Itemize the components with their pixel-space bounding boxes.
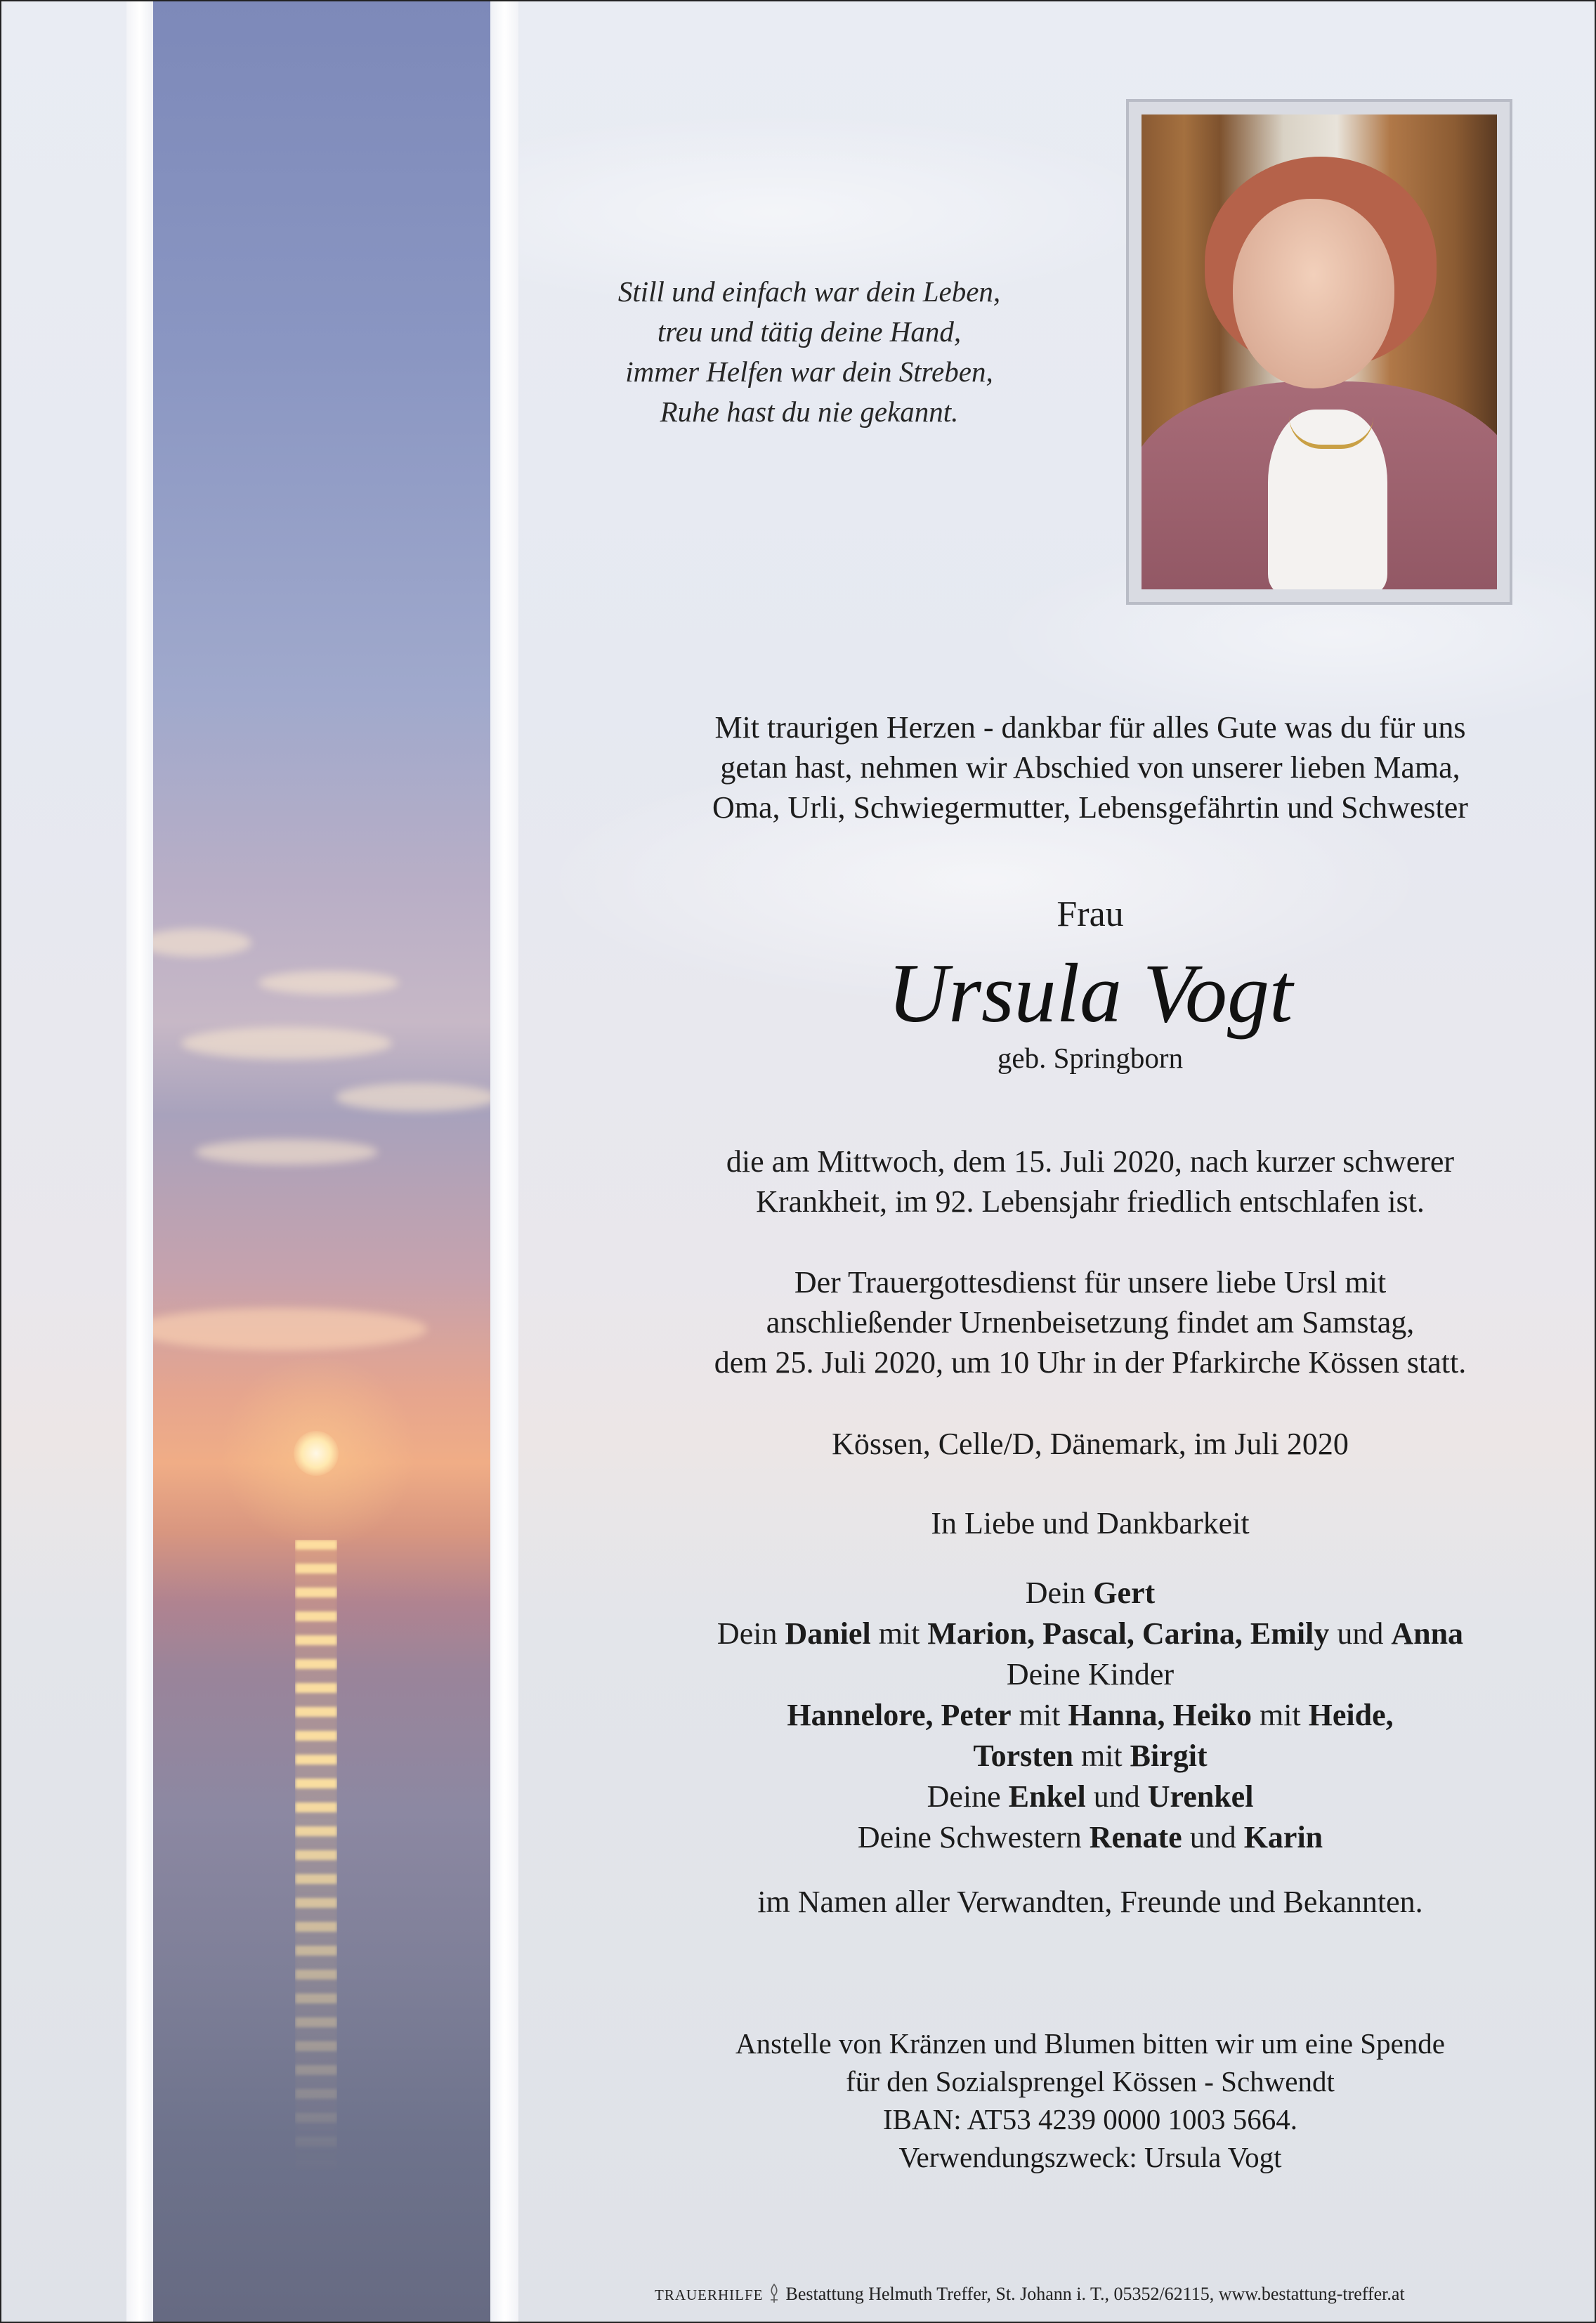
mourner-text: und [1182,1820,1244,1854]
closing-phrase: In Liebe und Dankbarkeit [931,1506,1250,1540]
mourner-line [584,1736,1596,1776]
intro-text [584,707,1596,827]
donation-line: für den Sozialsprengel Kössen - Schwendt [846,2065,1335,2098]
poem-line: Ruhe hast du nie gekannt. [660,395,959,428]
sunset-strip-image [153,1,490,2322]
mourner-name: Gert [1093,1576,1156,1610]
intro-line: Mit traurigen Herzen - dankbar für alles Gute was du für uns [714,710,1466,745]
mourner-line [584,1614,1596,1654]
mourner-text: Deine [927,1779,1009,1814]
mourner-text: Deine Schwestern [857,1820,1090,1854]
cloud [336,1083,490,1111]
mourner-text: mit [870,1616,928,1651]
donation-line: Verwendungszweck: Ursula Vogt [898,2141,1282,2173]
deceased-name: Ursula Vogt [887,946,1293,1040]
cloud [153,1308,427,1350]
mourner-line [584,1695,1596,1736]
mourner-name: Hannelore, Peter [787,1698,1012,1732]
mourner-text: mit [1011,1698,1068,1732]
on-behalf-line: im Namen aller Verwandten, Freunde und Bekannten. [757,1885,1423,1919]
mourner-name: Anna [1391,1616,1464,1651]
portrait-photo [1142,114,1497,589]
intro-line: getan hast, nehmen wir Abschied von unserer lieben Mama, [720,750,1460,785]
death-notice-line: Krankheit, im 92. Lebensjahr friedlich entschlafen ist. [756,1184,1425,1219]
poem-line: immer Helfen war dein Streben, [625,355,993,388]
footer-text: Bestattung Helmuth Treffer, St. Johann i. T., 05352/62115, www.bestattung-treffer.at [785,2284,1405,2304]
mourner-text: und [1085,1779,1148,1814]
service-notice [584,1262,1596,1382]
donation-line: IBAN: AT53 4239 0000 1003 5664. [883,2103,1297,2135]
strip-frame-right [490,1,518,2322]
mourner-text: Dein [717,1616,785,1651]
mourner-name: Heide, [1308,1698,1394,1732]
sun [294,1431,339,1476]
mourner-text: mit [1073,1739,1130,1773]
mourner-name: Birgit [1130,1739,1208,1773]
donation-line: Anstelle von Kränzen und Blumen bitten wir um eine Spende [735,2027,1445,2060]
service-line: Der Trauergottesdienst für unsere liebe Ursl mit [794,1265,1387,1300]
poem [535,272,1083,432]
cloud [259,971,399,995]
mourner-name: Karin [1243,1820,1323,1854]
mourner-name: Hanna, Heiko [1068,1698,1252,1732]
mourner-name: Enkel [1008,1779,1086,1814]
mourner-text: und [1329,1616,1392,1651]
mourner-name: Daniel [785,1616,871,1651]
mourner-text: Dein [1025,1576,1094,1610]
service-line: anschließender Urnenbeisetzung findet am Samstag, [766,1305,1415,1340]
intro-line: Oma, Urli, Schwiegermutter, Lebensgefährtin und Schwester [712,790,1468,825]
poem-line: Still und einfach war dein Leben, [617,275,1001,308]
place-date: Kössen, Celle/D, Dänemark, im Juli 2020 [832,1427,1349,1461]
cloud [195,1139,378,1165]
funeral-home-logo-icon [768,2283,780,2304]
mourner-name: Urenkel [1147,1779,1254,1814]
cloud [181,1027,392,1059]
cloud [153,929,251,957]
footer [655,2282,1526,2307]
sun-reflection [295,1540,337,2172]
mourner-name: Marion, Pascal, Carina, Emily [927,1616,1330,1651]
service-line: dem 25. Juli 2020, um 10 Uhr in der Pfarkirche Kössen statt. [714,1345,1467,1380]
death-notice-line: die am Mittwoch, dem 15. Juli 2020, nach kurzer schwerer [726,1144,1455,1179]
death-notice [584,1141,1596,1222]
mourner-name: Torsten [973,1739,1073,1773]
strip-frame-left [126,1,153,2322]
mourner-line [584,1776,1596,1817]
donation-request [584,2024,1596,2176]
mourner-line: Deine Kinder [1006,1657,1175,1691]
poem-line: treu und tätig deine Hand, [657,315,962,348]
photo-face [1233,199,1394,388]
birth-name: geb. Springborn [997,1042,1184,1074]
mourner-name: Renate [1089,1820,1182,1854]
salutation: Frau [1057,894,1124,934]
mourners-list [584,1573,1596,1858]
portrait-frame [1126,99,1512,605]
mourner-line [584,1573,1596,1614]
mourner-line [584,1817,1596,1858]
footer-brand: TRAUERHILFE [655,2286,764,2303]
mourner-text: mit [1251,1698,1309,1732]
